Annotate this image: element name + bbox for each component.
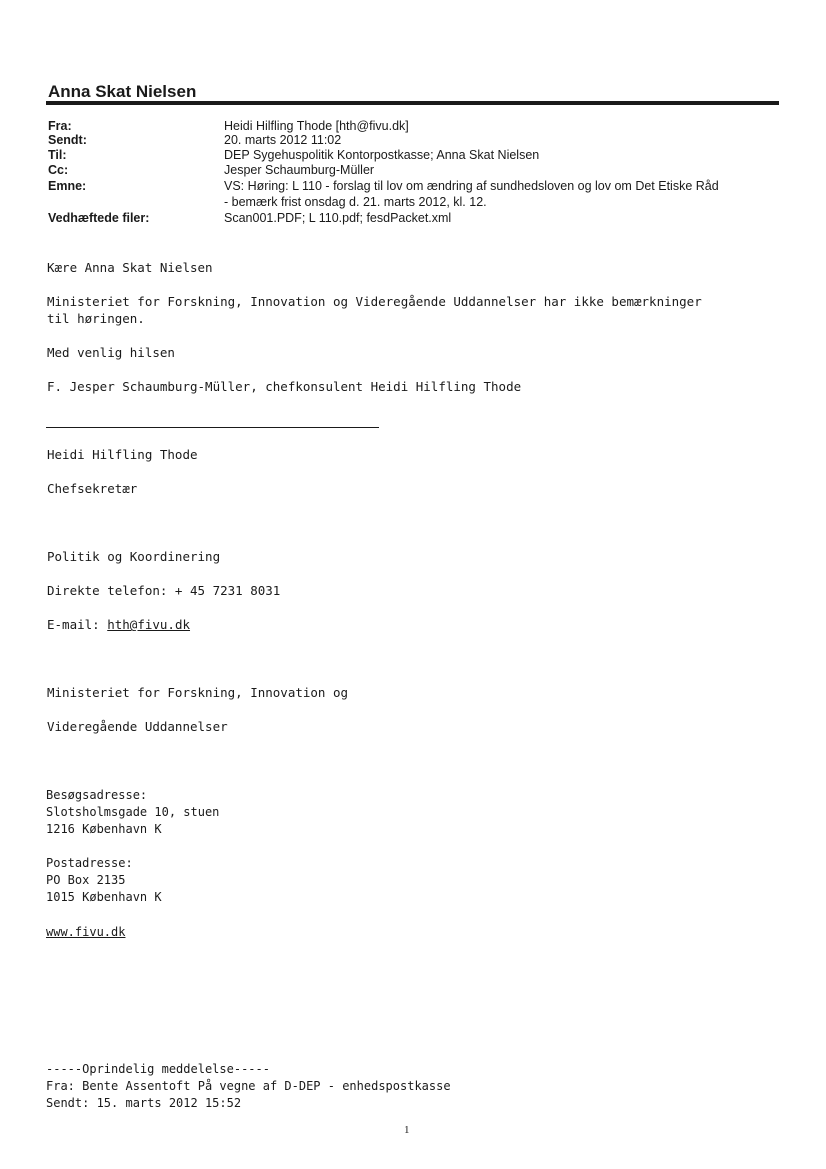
greeting: Kære Anna Skat Nielsen — [47, 260, 213, 275]
page-number: 1 — [404, 1124, 410, 1136]
ministry-line-2: Videregående Uddannelser — [47, 719, 228, 734]
cc-label: Cc: — [48, 163, 69, 177]
closing: Med venlig hilsen — [47, 345, 175, 360]
attachments-label: Vedhæftede filer: — [48, 211, 150, 225]
sent-label: Sendt: — [48, 133, 87, 147]
email-label: E-mail: — [47, 617, 108, 632]
from-value: Heidi Hilfling Thode [hth@fivu.dk] — [224, 119, 409, 133]
to-label: Til: — [48, 148, 67, 162]
post-address-label: Postadresse: — [46, 856, 133, 870]
document-title: Anna Skat Nielsen — [48, 82, 197, 101]
subject-line-1: VS: Høring: L 110 - forslag til lov om ændring af sundhedsloven og lov om Det Etiske Råd — [224, 179, 719, 193]
visit-address-street: Slotsholmsgade 10, stuen — [46, 805, 220, 819]
signoff: F. Jesper Schaumburg-Müller, chefkonsulent Heidi Hilfling Thode — [47, 379, 522, 394]
signature-phone: Direkte telefon: + 45 7231 8031 — [47, 583, 281, 598]
website-link[interactable]: www.fivu.dk — [46, 925, 126, 939]
original-message-separator: -----Oprindelig meddelelse----- — [46, 1062, 270, 1076]
body-paragraph-line-2: til høringen. — [47, 311, 145, 326]
original-from: Fra: Bente Assentoft På vegne af D-DEP - enhedspostkasse — [46, 1079, 451, 1093]
cc-value: Jesper Schaumburg-Müller — [224, 163, 375, 177]
to-value: DEP Sygehuspolitik Kontorpostkasse; Anna Skat Nielsen — [224, 148, 540, 162]
sent-value: 20. marts 2012 11:02 — [224, 133, 342, 147]
signature-department: Politik og Koordinering — [47, 549, 221, 564]
attachments-value: Scan001.PDF; L 110.pdf; fesdPacket.xml — [224, 211, 452, 225]
website-row — [46, 924, 125, 941]
email-link[interactable]: hth@fivu.dk — [107, 617, 191, 632]
signature-name: Heidi Hilfling Thode — [47, 447, 198, 462]
signature-role: Chefsekretær — [47, 481, 138, 496]
signature-email-row — [47, 616, 190, 633]
post-address-city: 1015 København K — [46, 890, 162, 904]
from-label: Fra: — [48, 119, 72, 133]
post-address-box: PO Box 2135 — [46, 873, 126, 887]
body-paragraph-line-1: Ministeriet for Forskning, Innovation og Videregående Uddannelser har ikke bemærkninger — [47, 294, 702, 309]
subject-label: Emne: — [48, 179, 87, 193]
subject-line-2: - bemærk frist onsdag d. 21. marts 2012, kl. 12. — [224, 195, 487, 209]
original-sent: Sendt: 15. marts 2012 15:52 — [46, 1096, 242, 1110]
visit-address-city: 1216 København K — [46, 822, 162, 836]
title-rule — [46, 101, 779, 105]
ministry-line-1: Ministeriet for Forskning, Innovation og — [47, 685, 349, 700]
visit-address-label: Besøgsadresse: — [46, 788, 148, 802]
signature-separator — [46, 427, 379, 428]
